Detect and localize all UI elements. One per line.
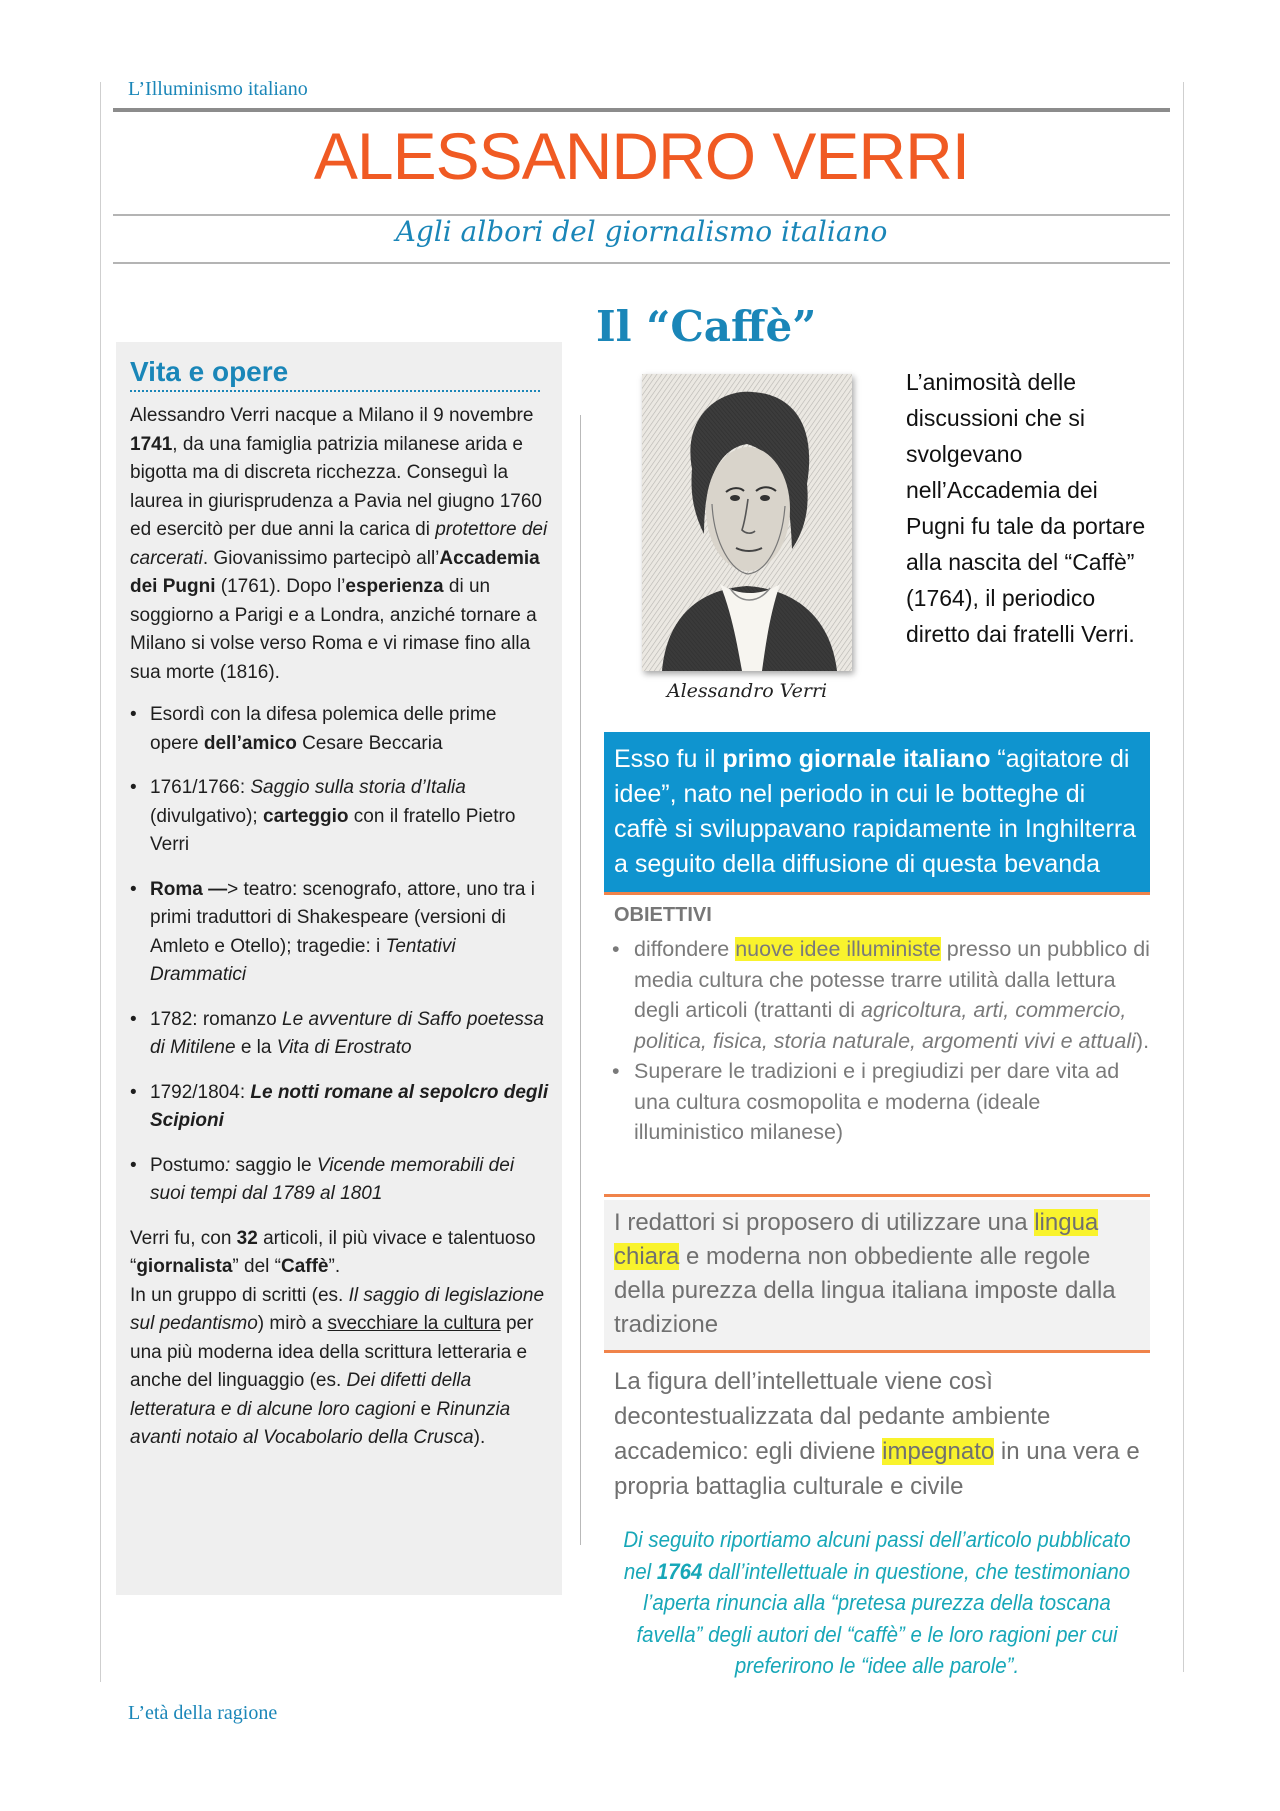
bullet-icon: • — [130, 1154, 137, 1176]
works-list-item — [130, 774, 550, 860]
text-run: : — [224, 1154, 231, 1176]
text-run: ). — [1135, 1028, 1150, 1053]
text-run: e — [415, 1398, 437, 1420]
text-run: ) mirò a — [257, 1313, 328, 1334]
text-run: dell’amico — [203, 732, 297, 754]
works-list-item — [130, 1006, 550, 1063]
text-run: Saggio sulla storia d’Italia — [250, 777, 466, 798]
text-run: di un soggiorno a Parigi e a Londra, anziché tornare a Milano si volse verso Roma e vi rimase fino alla sua morte (1816). — [130, 576, 537, 683]
text-run: Postumo — [150, 1154, 225, 1176]
works-list — [130, 701, 550, 1209]
redattori-text — [614, 1206, 1144, 1342]
title-rule-bottom — [113, 262, 1170, 264]
text-run: esperienza — [345, 576, 444, 597]
text-run: nuove idee illuministe — [735, 937, 941, 961]
text-run: giornalista — [136, 1256, 233, 1277]
text-run: diffondere — [634, 937, 736, 961]
portrait-caption: Alessandro Verri — [666, 680, 828, 702]
text-run: “agitatore di idee”, nato nel periodo in cui le botteghe di caffè si sviluppavano rapidamente in Inghilterra a seguito della diffusione di questa bevanda — [614, 745, 1137, 878]
text-run: presso un pubblico di media cultura che potesse trarre utilità dalla lettura degli articoli (trattanti di — [634, 937, 1150, 1022]
works-item-text — [150, 704, 496, 754]
text-run: 1764 — [656, 1558, 703, 1584]
bullet-icon: • — [130, 878, 137, 900]
text-run: ). — [473, 1427, 486, 1448]
text-run: Esso fu il — [614, 745, 723, 773]
text-run: 1782: romanzo — [150, 1008, 283, 1030]
objectives-title: OBIETTIVI — [614, 904, 712, 926]
text-run: con il fratello Pietro Verri — [150, 805, 516, 855]
text-run: e la — [235, 1037, 277, 1058]
biography-paragraph — [130, 402, 550, 687]
text-run: agricoltura, arti, commercio, politica, fisica, storia naturale, argomenti vivi e attuali — [634, 998, 1136, 1053]
text-run: Cesare Beccaria — [296, 732, 443, 754]
text-run: protettore dei carcerati — [130, 519, 548, 569]
bullet-icon: • — [130, 704, 137, 725]
text-run: carteggio — [263, 805, 349, 827]
text-run: Esordì con la difesa polemica delle prime opere — [150, 704, 497, 754]
text-run: svecchiare la cultura — [327, 1313, 501, 1334]
page-left-rule — [100, 82, 101, 1682]
callout-text — [614, 745, 1136, 878]
sidebar-vita-e-opere — [116, 342, 562, 1595]
text-run: Roma — — [150, 878, 228, 900]
works-list-item — [130, 1152, 550, 1209]
bullet-icon: • — [612, 937, 620, 961]
works-item-text — [150, 777, 515, 855]
text-run: ”. — [328, 1256, 341, 1277]
text-run: Vita di Erostrato — [276, 1037, 412, 1058]
orange-rule-1 — [604, 892, 1150, 895]
text-run: Alessandro Verri nacque a Milano il 9 novembre — [130, 405, 534, 426]
text-run: Di seguito riportiamo alcuni passi dell’articolo pubblicato nel — [623, 1527, 1131, 1584]
header-rule — [113, 108, 1170, 112]
column-divider — [580, 415, 581, 1545]
running-head: L’Illuminismo italiano — [128, 78, 308, 100]
text-run: Tentativi Drammatici — [150, 935, 456, 985]
text-run: e moderna non obbediente alle regole della purezza della lingua italiana imposte dalla tradizione — [614, 1243, 1116, 1338]
caffe-intro-text: L’animosità delle discussioni che si svolgevano nell’Accademia dei Pugni fu tale da portare alla nascita del “Caffè” (1764), il periodico diretto dai fratelli Verri. — [906, 369, 1146, 647]
sidebar-heading: Vita e opere — [130, 356, 289, 387]
text-run: > teatro: scenografo, attore, uno tra i primi traduttori di Shakespeare (versioni di Amleto e Otello); tragedie: i — [150, 878, 535, 957]
text-run: (divulgativo); — [150, 805, 263, 827]
intellettuale-text — [614, 1364, 1154, 1504]
objective-text — [634, 1059, 1119, 1144]
works-list-item — [130, 1079, 550, 1136]
text-run: dall’intellettuale in questione, che testimoniano l’aperta rinuncia alla “pretesa purezza della toscana favella” degli autori del “caffè” e le loro ragioni per cui preferirono le “idee alle parole”. — [636, 1558, 1131, 1678]
page-title: ALESSANDRO VERRI — [313, 119, 970, 193]
works-item-text — [150, 1009, 544, 1059]
works-item-text — [150, 1155, 514, 1205]
text-run: lingua chiara — [614, 1209, 1099, 1270]
objectives-list — [612, 934, 1152, 1148]
text-run: in una vera e propria battaglia culturale e civile — [614, 1438, 1140, 1500]
section-title-caffe: Il “Caffè” — [596, 302, 817, 351]
page-right-rule — [1183, 82, 1184, 1672]
text-run: Accademia dei Pugni — [130, 547, 540, 597]
text-run: Vicende memorabili dei suoi tempi dal 1789 al 1801 — [150, 1154, 515, 1204]
text-run: 1792/1804: — [150, 1081, 251, 1103]
objective-item — [612, 934, 1152, 1056]
text-run: Le notti romane al sepolcro degli Scipioni — [150, 1081, 549, 1131]
bullet-icon: • — [130, 777, 137, 798]
text-run: primo giornale italiano — [722, 745, 991, 773]
text-run: 32 — [236, 1227, 258, 1249]
text-run: Verri fu, con — [130, 1227, 237, 1249]
text-run: La figura dell’intellettuale viene così decontestualizzata dal pedante ambiente accademico: egli diviene — [614, 1368, 1051, 1465]
page-subtitle: Agli albori del giornalismo italiano — [395, 215, 888, 248]
sidebar-body — [130, 402, 550, 1453]
text-run: . Giovanissimo partecipò all’ — [202, 547, 440, 569]
text-run: (1761). Dopo l’ — [215, 576, 346, 597]
text-run: Superare le tradizioni e i pregiudizi per dare vita ad una cultura cosmopolita e moderna (ideale illuministico milanese) — [634, 1059, 1120, 1144]
orange-rule-2 — [604, 1194, 1150, 1197]
text-run: Dei difetti della letteratura e di alcune loro cagioni — [130, 1370, 472, 1420]
text-run: In un gruppo di scritti (es. — [130, 1284, 349, 1306]
portrait-image — [642, 374, 852, 671]
text-run: 1741 — [130, 433, 173, 455]
works-list-item — [130, 876, 550, 990]
text-run: Il saggio di legislazione sul pedantismo — [130, 1284, 545, 1334]
bullet-icon: • — [612, 1059, 620, 1083]
works-item-text — [150, 879, 535, 986]
objective-text — [634, 937, 1150, 1053]
orange-rule-3 — [604, 1350, 1150, 1353]
bullet-icon: • — [130, 1081, 137, 1103]
text-run: Rinunzia avanti notaio al Vocabolario della Crusca — [130, 1398, 511, 1448]
text-run: , da una famiglia patrizia milanese arida e bigotta ma di discreta ricchezza. Conseguì la laurea in giurisprudenza a Pavia nel giugno 1760 ed esercitò per due anni la carica di — [130, 433, 542, 540]
primo-giornale-callout — [604, 732, 1150, 892]
bullet-icon: • — [130, 1008, 137, 1030]
objective-item — [612, 1056, 1152, 1148]
text-run: per una più moderna idea della scrittura letteraria e anche del linguaggio (es. — [130, 1313, 534, 1391]
text-run: I redattori si proposero di utilizzare una — [614, 1209, 1035, 1236]
works-list-item — [130, 701, 550, 758]
text-run: 1761/1766: — [150, 777, 251, 798]
text-run: saggio le — [230, 1154, 317, 1176]
sidebar-heading-rule — [130, 390, 540, 392]
text-run: Caffè — [280, 1256, 329, 1277]
article-intro-note — [623, 1524, 1131, 1682]
text-run: ” del “ — [232, 1256, 281, 1277]
closing-paragraph — [130, 1225, 550, 1453]
portrait-engraving — [642, 374, 852, 671]
running-foot: L’età della ragione — [128, 1702, 278, 1724]
works-item-text — [150, 1082, 548, 1132]
text-run: articoli, il più vivace e talentuoso “ — [130, 1227, 536, 1277]
text-run: Le avventure di Saffo poetessa di Mitilene — [150, 1008, 544, 1058]
text-run: impegnato — [882, 1438, 995, 1465]
